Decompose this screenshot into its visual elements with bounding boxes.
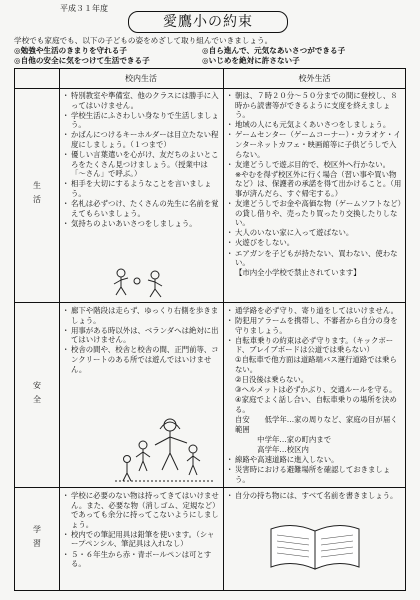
- school-safety-cell: [63, 306, 219, 375]
- list-item: 自安 低学年…家の周りなど、家庭の目が届く範囲: [235, 415, 398, 434]
- list-item: ・ ゲームセンター（ゲームコーナー）・カラオケ・インターネットカフェ・映画館等に子供どうしで入らない。: [227, 130, 403, 159]
- open-book-illustration: [267, 517, 363, 573]
- list-item: ・ 廊下や階段は走らず、ゆっくり右側を歩きましょう。: [63, 306, 219, 325]
- outside-study-cell: [227, 491, 403, 501]
- goal-item: ◎勉強や生活のきまりを守れる子: [14, 46, 127, 55]
- list-item: ・ 地域の人にも元気よくあいさつをしましょう。: [227, 120, 403, 130]
- list-item: ・ 朝は、７時２０分～５０分までの間に登校し、８時から読書等ができるように支度を終えましょう。: [227, 91, 403, 120]
- list-item: ④家庭でよく話し合い、自転車乗りの場所を決める。: [235, 395, 397, 414]
- list-item: ・ かばんにつけるキーホルダーは目立たない程度にしましょう。（１つまで）: [63, 130, 219, 149]
- list-item: ・ 大人のいない家に入って遊ばない。: [227, 228, 403, 238]
- column-divider: [59, 69, 60, 590]
- intro-text: 学校でも家庭でも、以下の子どもの姿をめざして取り組んでいきましょう。: [14, 36, 273, 45]
- list-item: ・ 校舎の間や、校舎と校舎の間、正門前等、コンクリートのある所では遊んではいけません。: [63, 345, 219, 374]
- rules-table: [14, 68, 406, 591]
- list-item: ・ 災害時における避難場所を確認しておきましょう。: [227, 465, 403, 484]
- list-item: ・ 防犯用アラームを携帯し、不審者から自分の身を守りましょう。: [227, 316, 403, 335]
- goal-item: ◎自他の安全に気をつけて生活できる子: [14, 55, 150, 65]
- list-item: ・ 気持ちのよいあいさつをしましょう。: [63, 219, 219, 229]
- table-header-row: [15, 69, 405, 89]
- list-item: 中学年…家の町内まで: [235, 434, 332, 444]
- header-school-life: 校内生活: [125, 74, 157, 83]
- row-divider: [15, 302, 405, 303]
- list-item: ・ 校内での筆記用具は鉛筆を使います。（シャープペンシル、筆記具は入れなし）: [63, 530, 219, 549]
- list-item: ・ 火遊びをしない。: [227, 238, 403, 248]
- outside-safety-cell: [227, 306, 403, 485]
- category-label: 生活: [32, 181, 42, 209]
- list-item: ・ 線路や高速道路に進入しない。: [227, 455, 403, 465]
- teacher-and-children-illustration: [115, 415, 215, 485]
- era-label: 平成３１年度: [60, 4, 108, 13]
- list-item: ・ 優しい言葉遣いを心がけ、友だちのよいところをたくさん見つけましょう。（授業中は「～さん」で呼ぶ。）: [63, 150, 219, 179]
- list-item: ・ 学校に必要のない物は持ってきてはいけません。また、必要な物（消しゴム、定規など）であっても余分に持ってこないようにしましょう。: [63, 491, 219, 529]
- list-item: 【市内全小学校で禁止されています】: [235, 268, 361, 278]
- list-item: ・ 自分の持ち物には、すべて名前を書きましょう。: [227, 491, 403, 501]
- column-divider: [223, 69, 224, 590]
- category-label: 学習: [32, 525, 42, 553]
- list-item: ・ 相手を大切にするようなことを言いましょう。: [63, 179, 219, 198]
- category-label: 安全: [32, 381, 42, 409]
- list-item: ・ 友達どうしでお金や高価な物（ゲームソフトなど）の貸し借りや、売ったり買ったり交換したりしない。: [227, 199, 403, 228]
- goal-item: ◎自ら進んで、元気なあいさつができる子: [202, 46, 346, 55]
- school-study-cell: [63, 491, 219, 569]
- list-item: ・ 通学路を必ず守り、寄り道をしてはいけません。: [227, 306, 403, 316]
- list-item: ・ 自転車乗りの約束は必ず守ります。（キックボード、ブレイブボードは公道では乗らない）: [227, 336, 403, 355]
- goal-item: ◎いじめを絶対に許さない子: [202, 55, 300, 65]
- header-outside-life: 校外生活: [298, 74, 331, 83]
- children-playing-illustration: [107, 267, 177, 299]
- outside-life-cell: [227, 91, 403, 278]
- list-item: ③ヘルメットは必ずかぶり、交通ルールを守る。: [235, 385, 397, 395]
- list-item: ①自転車で他方面は道路端バス運行道路では乗らない。: [235, 355, 397, 375]
- list-item: ・ ５・６年生から赤・青ボールペンは可とする。: [63, 550, 219, 569]
- row-divider: [15, 487, 405, 488]
- list-item: ・ 特別教室や準備室、他のクラスには勝手に入ってはいけません。: [63, 91, 219, 110]
- list-item: ・ エアガンを子どもが持たない、買わない、使わない。: [227, 249, 403, 268]
- page-title: 愛鷹小の約束: [128, 11, 288, 33]
- list-item: ・ 学校生活にふさわしい身なりで生活しましょう。: [63, 111, 219, 130]
- list-item: ※やむを得ず校区外に行く場合（習い事や買い物など）は、保護者の承諾を得て出かけること。（用事が済んだら、すぐ帰宅する。）: [235, 169, 402, 198]
- goals-list: [14, 46, 414, 65]
- list-item: ②日没後は乗らない。: [235, 375, 309, 385]
- list-item: 高学年…校区内: [235, 444, 309, 454]
- list-item: ・ 友達どうしで遊ぶ目的で、校区外へ行かない。: [227, 160, 403, 170]
- list-item: ・ 名札は必ずつけ、たくさんの先生に名前を覚えてもらいましょう。: [63, 199, 219, 218]
- school-life-cell: [63, 91, 219, 229]
- list-item: ・ 用事がある時以外は、ベランダへは絶対に出てはいけません。: [63, 326, 219, 345]
